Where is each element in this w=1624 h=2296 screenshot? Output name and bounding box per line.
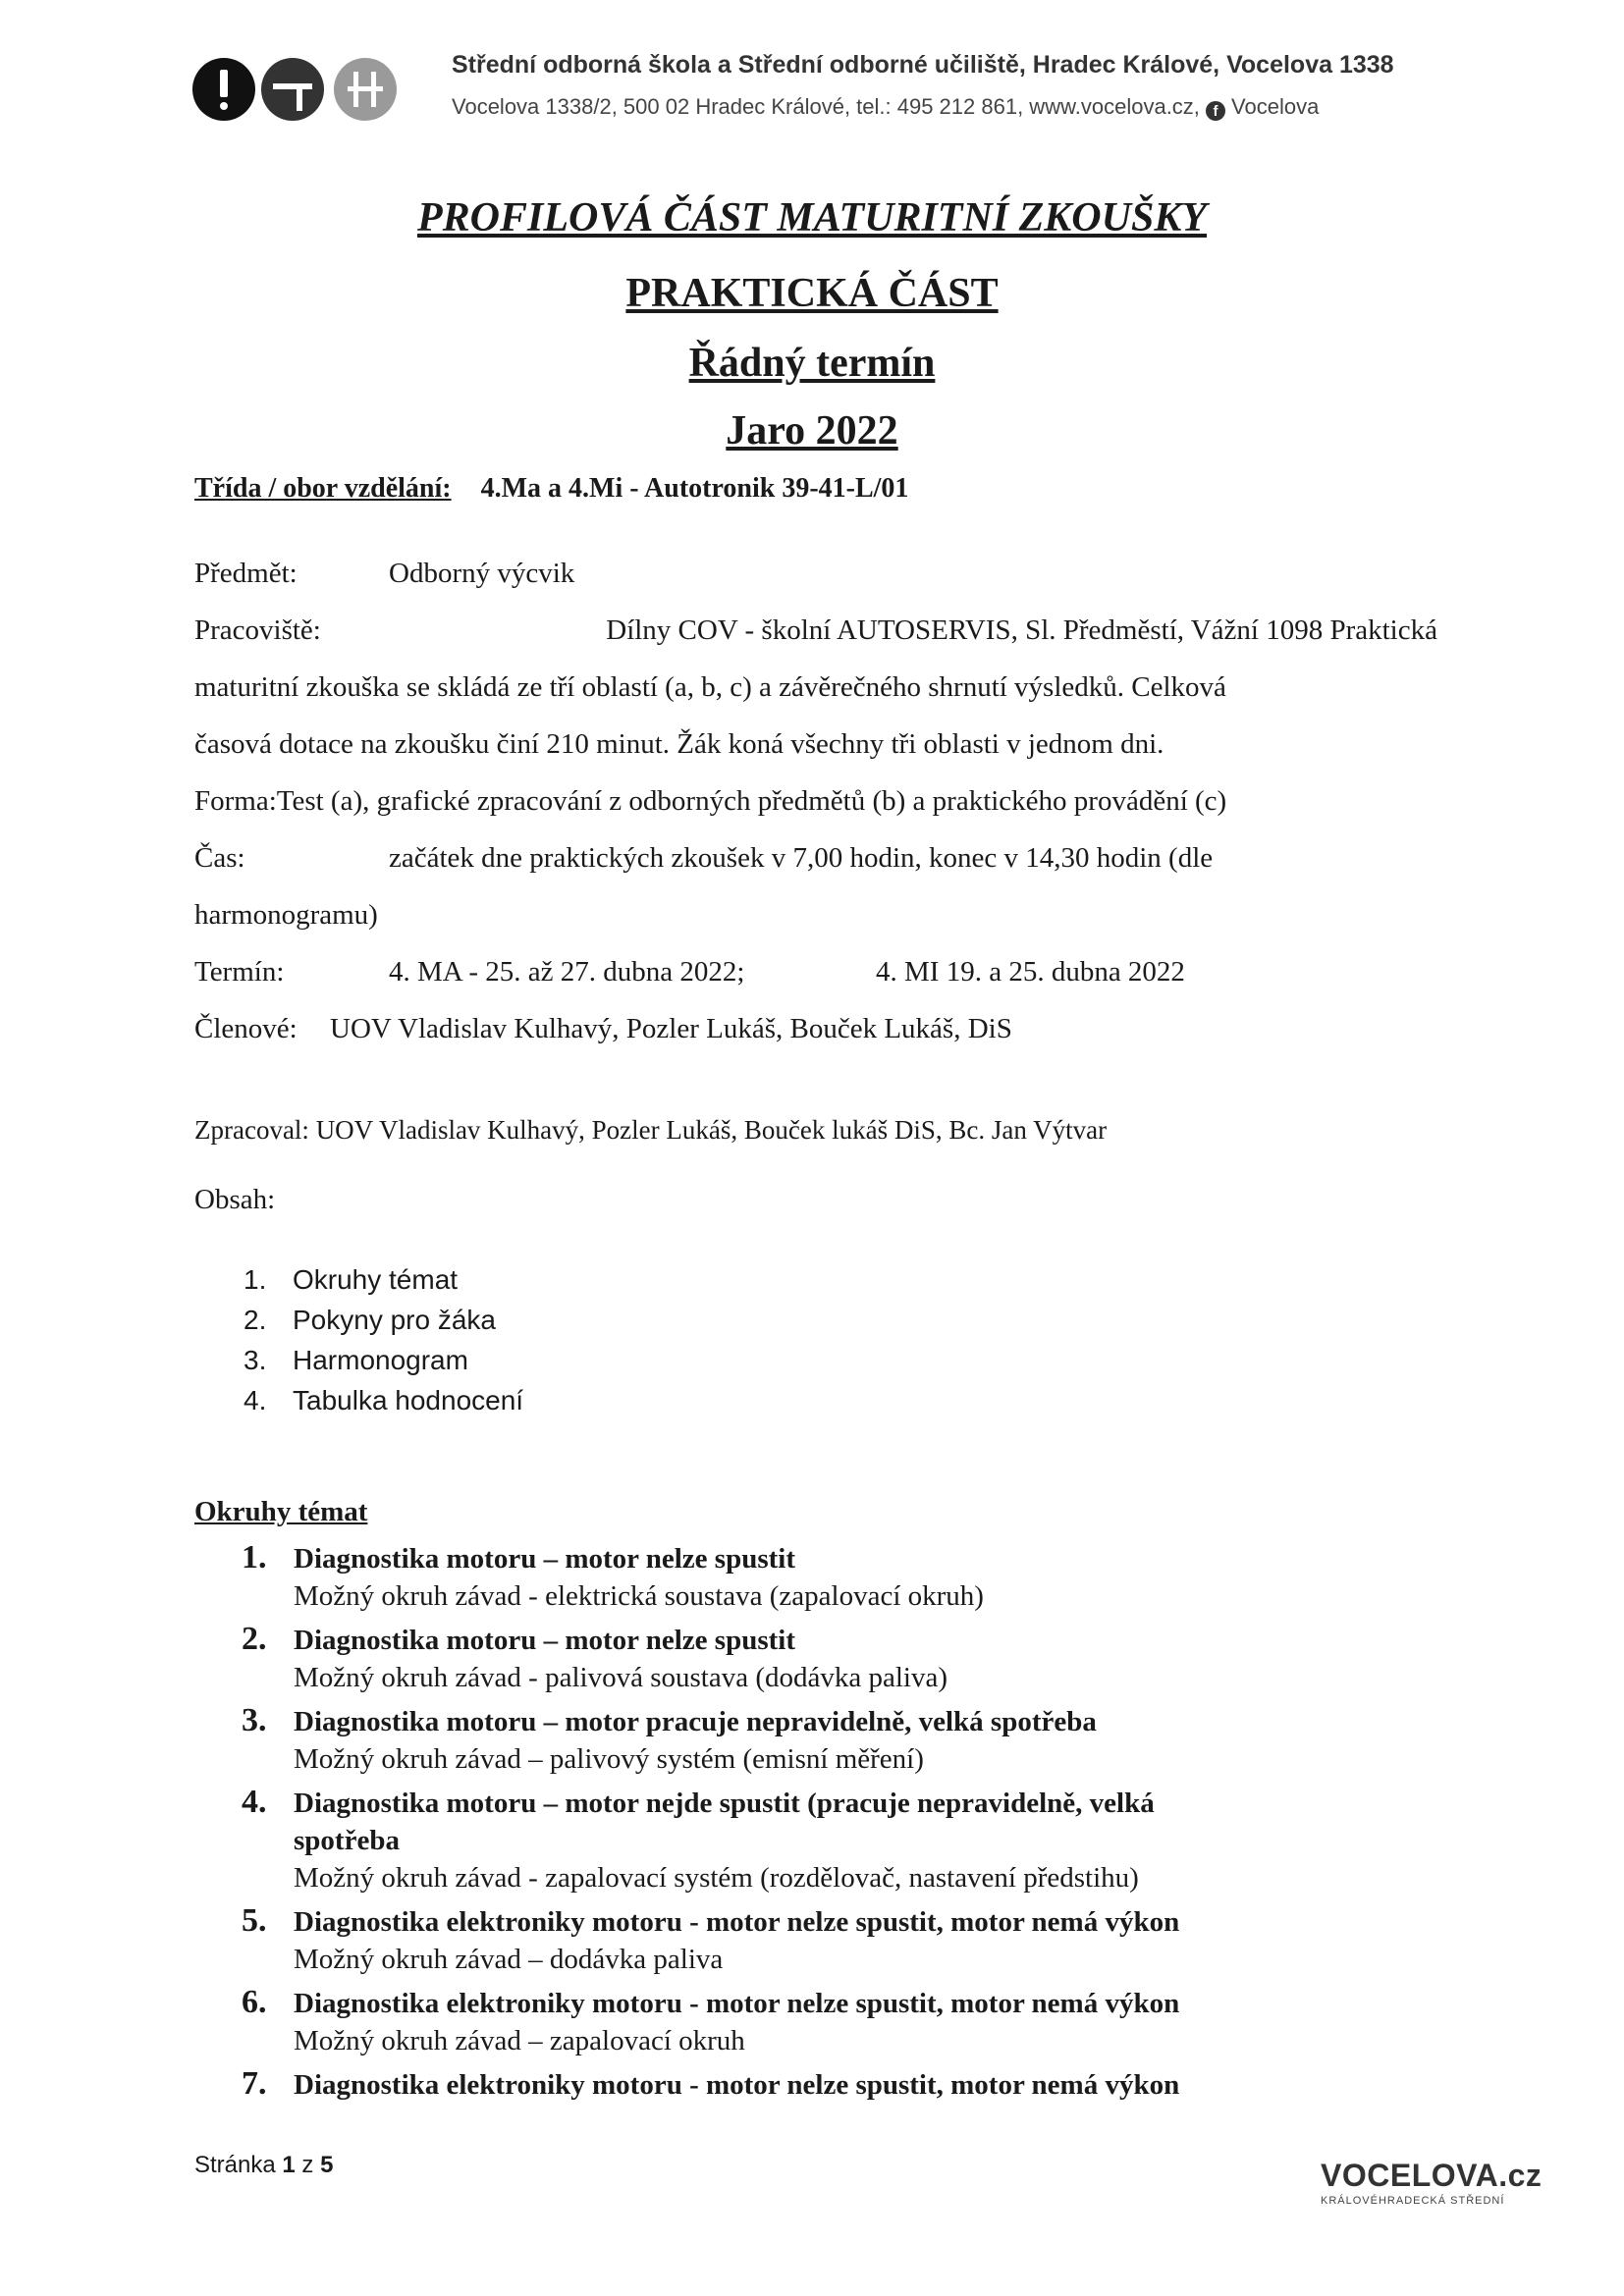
topic-number: 1.	[242, 1539, 267, 1575]
time-row	[194, 842, 1213, 875]
time-label: Čas:	[194, 842, 245, 874]
contents-item: 4. Tabulka hodnocení	[244, 1385, 524, 1415]
footer-brand-subtitle: KRÁLOVÉHRADECKÁ STŘEDNÍ	[1321, 2195, 1505, 2207]
topic-title: Diagnostika elektroniky motoru - motor nelze spustit, motor nemá výkon	[294, 2069, 1180, 2101]
workplace-line-3: časová dotace na zkoušku činí 210 minut. Žák koná všechny tři oblasti v jednom dni.	[194, 728, 1164, 760]
class-value: 4.Ma a 4.Mi - Autotronik 39-41-L/01	[480, 473, 909, 504]
document-term: Řádný termín	[688, 341, 936, 386]
form-label: Forma:	[194, 785, 277, 817]
contents-item: 2. Pokyny pro žáka	[244, 1305, 496, 1335]
subject-value: Odborný výcvik	[389, 558, 575, 589]
school-address-text: Vocelova 1338/2, 500 02 Hradec Králové, tel.: 495 212 861, www.vocelova.cz,	[452, 94, 1200, 119]
date-value-mi: 4. MI 19. a 25. dubna 2022	[876, 956, 1185, 988]
time-value-cont: harmonogramu)	[194, 899, 378, 931]
workplace-row	[194, 614, 1437, 647]
footer-brand-logo: VOCELOVA.cz	[1321, 2158, 1543, 2193]
document-title: PROFILOVÁ ČÁST MATURITNÍ ZKOUŠKY	[417, 195, 1207, 240]
contents-list	[244, 1259, 523, 1420]
topic-title: Diagnostika elektroniky motoru - motor nelze spustit, motor nemá výkon	[294, 1988, 1180, 2019]
topics-heading: Okruhy témat	[194, 1496, 368, 1527]
page-number: Stránka 1 z 5	[194, 2152, 334, 2178]
form-value: Test (a), grafické zpracování z odborných předmětů (b) a praktického provádění (c)	[276, 785, 1227, 817]
school-logo-tools-icon	[261, 58, 324, 121]
topic-title: Diagnostika motoru – motor nelze spustit	[294, 1543, 795, 1575]
topic-title: Diagnostika motoru – motor nejde spustit (pracuje nepravidelně, velká	[294, 1788, 1155, 1819]
facebook-icon: f	[1206, 101, 1225, 121]
workplace-line-1: Dílny COV - školní AUTOSERVIS, Sl. Předměstí, Vážní 1098 Praktická	[606, 614, 1437, 646]
time-value: začátek dne praktických zkoušek v 7,00 hodin, konec v 14,30 hodin (dle	[389, 842, 1214, 874]
school-logo-h-icon	[334, 58, 397, 121]
topic-description: Možný okruh závad - palivová soustava (dodávka paliva)	[294, 1662, 947, 1693]
topic-number: 7.	[242, 2065, 267, 2102]
topic-title: Diagnostika motoru – motor pracuje nepravidelně, velká spotřeba	[294, 1706, 1097, 1737]
prepared-by: Zpracoval: UOV Vladislav Kulhavý, Pozler Lukáš, Bouček lukáš DiS, Bc. Jan Výtvar	[194, 1115, 1108, 1145]
topic-title-cont: spotřeba	[294, 1825, 400, 1856]
topic-description: Možný okruh závad - elektrická soustava (zapalovací okruh)	[294, 1580, 984, 1612]
date-value-ma: 4. MA - 25. až 27. dubna 2022;	[389, 956, 745, 988]
date-row	[194, 956, 1185, 988]
topic-description: Možný okruh závad - zapalovací systém (rozdělovač, nastavení předstihu)	[294, 1862, 1139, 1894]
topic-title: Diagnostika elektroniky motoru - motor nelze spustit, motor nemá výkon	[294, 1906, 1180, 1938]
topic-description: Možný okruh závad – palivový systém (emisní měření)	[294, 1743, 924, 1775]
workplace-line-2: maturitní zkouška se skládá ze tří oblastí (a, b, c) a závěrečného shrnutí výsledků. Celková	[194, 671, 1226, 703]
subject-label: Předmět:	[194, 558, 298, 589]
facebook-label[interactable]: Vocelova	[1231, 94, 1320, 119]
class-label: Třída / obor vzdělání:	[194, 473, 452, 504]
document-subtitle: PRAKTICKÁ ČÁST	[625, 271, 999, 316]
contents-item: 3. Harmonogram	[244, 1345, 468, 1375]
topic-number: 3.	[242, 1702, 267, 1738]
topic-number: 2.	[242, 1621, 267, 1657]
document-season: Jaro 2022	[726, 408, 898, 454]
topic-description: Možný okruh závad – dodávka paliva	[294, 1944, 724, 1975]
members-row	[194, 1013, 1012, 1045]
subject-row	[194, 558, 574, 590]
members-label: Členové:	[194, 1013, 298, 1044]
date-label: Termín:	[194, 956, 285, 988]
topic-description: Možný okruh závad – zapalovací okruh	[294, 2025, 745, 2056]
topic-number: 4.	[242, 1784, 267, 1820]
school-address	[452, 94, 1319, 121]
topic-title: Diagnostika motoru – motor nelze spustit	[294, 1625, 795, 1656]
contents-label: Obsah:	[194, 1184, 276, 1215]
members-value: UOV Vladislav Kulhavý, Pozler Lukáš, Bouček Lukáš, DiS	[330, 1013, 1012, 1044]
contents-item: 1. Okruhy témat	[244, 1264, 459, 1295]
topic-number: 5.	[242, 1902, 267, 1939]
form-row	[194, 785, 1226, 818]
school-logo-info-icon	[192, 58, 255, 121]
class-line	[194, 473, 908, 505]
topic-number: 6.	[242, 1984, 267, 2020]
school-name: Střední odborná škola a Střední odborné učiliště, Hradec Králové, Vocelova 1338	[452, 51, 1394, 79]
workplace-label: Pracoviště:	[194, 614, 321, 646]
